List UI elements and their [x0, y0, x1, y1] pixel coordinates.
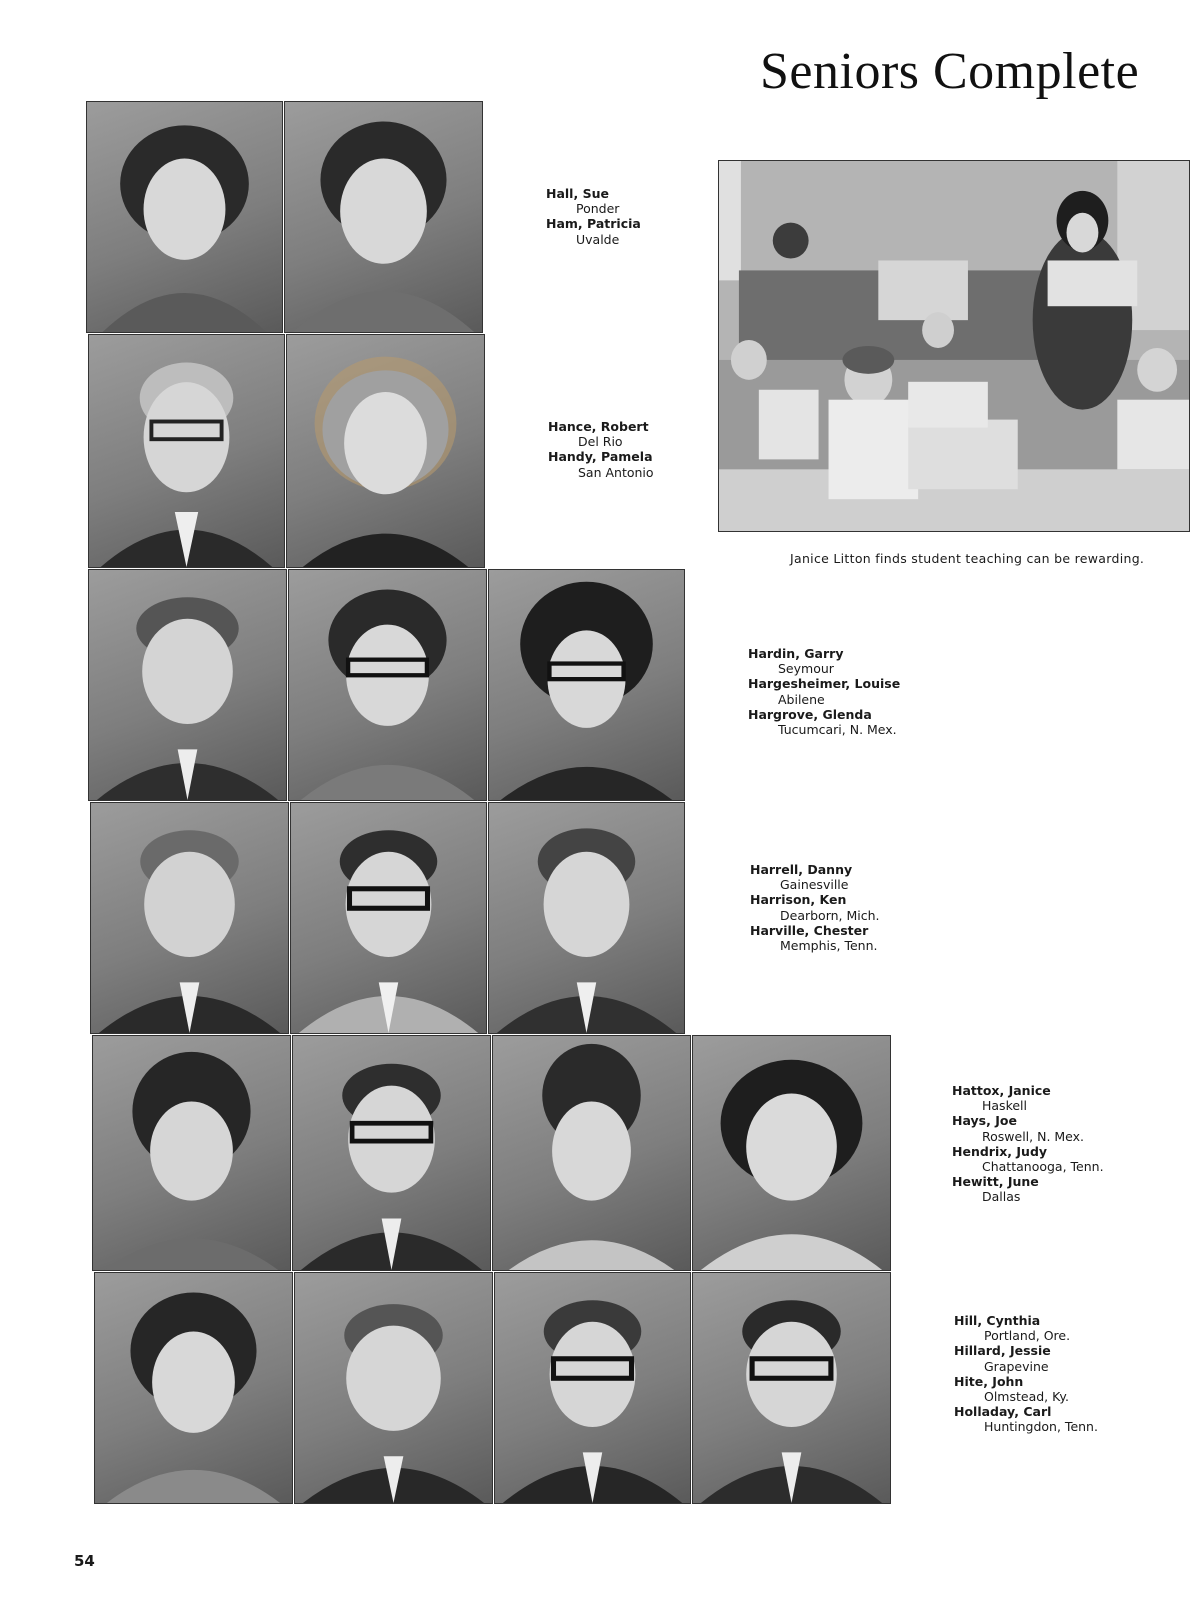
- student-hometown: Grapevine: [984, 1358, 1049, 1374]
- student-name: Hance, Robert: [548, 419, 649, 434]
- student-hometown: Seymour: [778, 661, 834, 677]
- student-name: Harrell, Danny: [750, 862, 853, 877]
- portrait-photo: [90, 802, 289, 1034]
- student-name: Hattox, Janice: [952, 1083, 1051, 1098]
- student-hometown: Ponder: [576, 201, 620, 217]
- portrait-photo: [86, 101, 283, 333]
- portrait-photo: [88, 334, 285, 568]
- name-list: [548, 419, 654, 480]
- student-hometown: Portland, Ore.: [984, 1328, 1071, 1344]
- student-hometown: Memphis, Tenn.: [780, 938, 878, 954]
- student-name: Hite, John: [954, 1373, 1024, 1389]
- student-name: Hendrix, Judy: [952, 1143, 1048, 1159]
- page-title: Seniors Complete: [760, 43, 1140, 100]
- student-name: Hill, Cynthia: [954, 1313, 1041, 1328]
- student-name: Hillard, Jessie: [954, 1343, 1051, 1359]
- student-name: Hall, Sue: [546, 186, 609, 201]
- student-name: Handy, Pamela: [548, 449, 653, 465]
- portrait-photo: [692, 1035, 891, 1271]
- student-hometown: Del Rio: [578, 434, 623, 450]
- student-name: Hardin, Garry: [748, 646, 844, 661]
- student-hometown: Roswell, N. Mex.: [982, 1128, 1085, 1144]
- student-hometown: San Antonio: [578, 464, 654, 480]
- student-hometown: Dearborn, Mich.: [780, 907, 880, 923]
- name-list: [954, 1313, 1098, 1435]
- portrait-photo: [290, 802, 487, 1034]
- student-hometown: Dallas: [982, 1189, 1021, 1205]
- student-hometown: Uvalde: [576, 231, 620, 247]
- student-hometown: Tucumcari, N. Mex.: [778, 722, 897, 738]
- portrait-photo: [288, 569, 487, 801]
- portrait-photo: [692, 1272, 891, 1504]
- classroom-photo: [718, 160, 1190, 532]
- photo-caption: Janice Litton finds student teaching can be rewarding.: [790, 551, 1145, 566]
- name-list: [546, 186, 641, 247]
- student-hometown: Olmstead, Ky.: [984, 1389, 1070, 1405]
- portrait-photo: [284, 101, 483, 333]
- portrait-photo: [492, 1035, 691, 1271]
- student-name: Holladay, Carl: [954, 1404, 1052, 1420]
- portrait-photo: [488, 569, 685, 801]
- name-list: [748, 646, 900, 737]
- page-number: 54: [74, 1552, 95, 1570]
- student-name: Hargesheimer, Louise: [748, 676, 901, 692]
- portrait-photo: [286, 334, 485, 568]
- student-name: Ham, Patricia: [546, 216, 641, 232]
- name-list: [750, 862, 880, 953]
- name-list: [952, 1083, 1104, 1205]
- student-hometown: Haskell: [982, 1098, 1028, 1114]
- portrait-photo: [292, 1035, 491, 1271]
- portrait-photo: [488, 802, 685, 1034]
- portrait-photo: [494, 1272, 691, 1504]
- portrait-photo: [88, 569, 287, 801]
- student-hometown: Gainesville: [780, 877, 849, 893]
- student-hometown: Abilene: [778, 691, 825, 707]
- portrait-photo: [294, 1272, 493, 1504]
- portrait-photo: [92, 1035, 291, 1271]
- student-hometown: Huntingdon, Tenn.: [984, 1419, 1098, 1435]
- portrait-photo: [94, 1272, 293, 1504]
- student-name: Hewitt, June: [952, 1174, 1039, 1190]
- student-name: Harville, Chester: [750, 922, 869, 938]
- student-name: Hargrove, Glenda: [748, 706, 872, 722]
- student-hometown: Chattanooga, Tenn.: [982, 1159, 1104, 1175]
- student-name: Harrison, Ken: [750, 892, 847, 908]
- student-name: Hays, Joe: [952, 1113, 1017, 1129]
